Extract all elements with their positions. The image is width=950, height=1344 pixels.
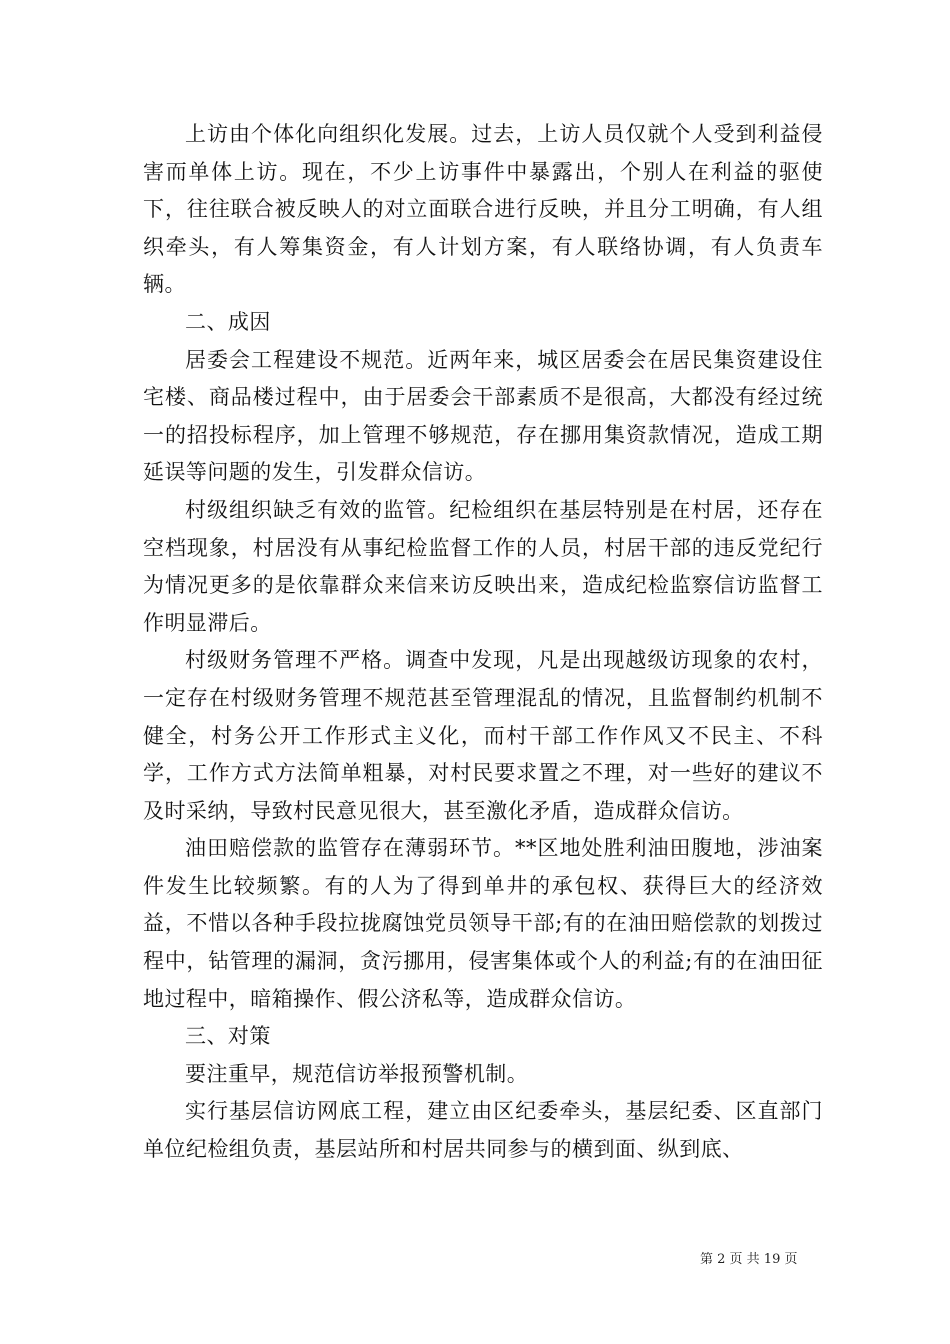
paragraph-early-warning: 要注重早，规范信访举报预警机制。 — [185, 1061, 529, 1086]
paragraph-village-supervision: 村级组织缺乏有效的监管。纪检组织在基层特别是在村居，还存在空档现象，村居没有从事纪检监督工作的人员，村居干部的违反党纪行为情况更多的是依靠群众来信来访反映出来，造成纪检监察信访监督工作明显滞后。 — [143, 497, 823, 635]
document-body — [143, 116, 823, 1169]
paragraph-residents-committee: 居委会工程建设不规范。近两年来，城区居委会在居民集资建设住宅楼、商品楼过程中，由于居委会干部素质不是很高，大都没有经过统一的招投标程序，加上管理不够规范，存在挪用集资款情况，造成工期延误等问题的发生，引发群众信访。 — [143, 347, 823, 485]
paragraph-organization: 上访由个体化向组织化发展。过去，上访人员仅就个人受到利益侵害而单体上访。现在，不少上访事件中暴露出，个别人在利益的驱使下，往往联合被反映人的对立面联合进行反映，并且分工明确，有人组织牵头，有人筹集资金，有人计划方案，有人联络协调，有人负责车辆。 — [143, 122, 823, 297]
paragraph-grassroots-project: 实行基层信访网底工程，建立由区纪委牵头，基层纪委、区直部门单位纪检组负责，基层站所和村居共同参与的横到面、纵到底、 — [143, 1099, 823, 1162]
heading-causes: 二、成因 — [185, 309, 271, 334]
paragraph-oilfield-compensation: 油田赔偿款的监管存在薄弱环节。**区地处胜利油田腹地，涉油案件发生比较频繁。有的人为了得到单井的承包权、获得巨大的经济效益，不惜以各种手段拉拢腐蚀党员领导干部;有的在油田赔偿款的划拨过程中，钻管理的漏洞，贪污挪用，侵害集体或个人的利益;有的在油田征地过程中，暗箱操作、假公济私等，造成群众信访。 — [143, 836, 823, 1011]
paragraph-village-finance: 村级财务管理不严格。调查中发现，凡是出现越级访现象的农村，一定存在村级财务管理不规范甚至管理混乱的情况，且监督制约机制不健全，村务公开工作形式主义化，而村干部工作作风又不民主、不科学，工作方式方法简单粗暴，对村民要求置之不理，对一些好的建议不及时采纳，导致村民意见很大，甚至激化矛盾，造成群众信访。 — [143, 648, 823, 823]
heading-countermeasures: 三、对策 — [185, 1024, 271, 1049]
page-footer — [700, 1248, 830, 1267]
page-number: 第 2 页 共 19 页 — [700, 1252, 798, 1267]
